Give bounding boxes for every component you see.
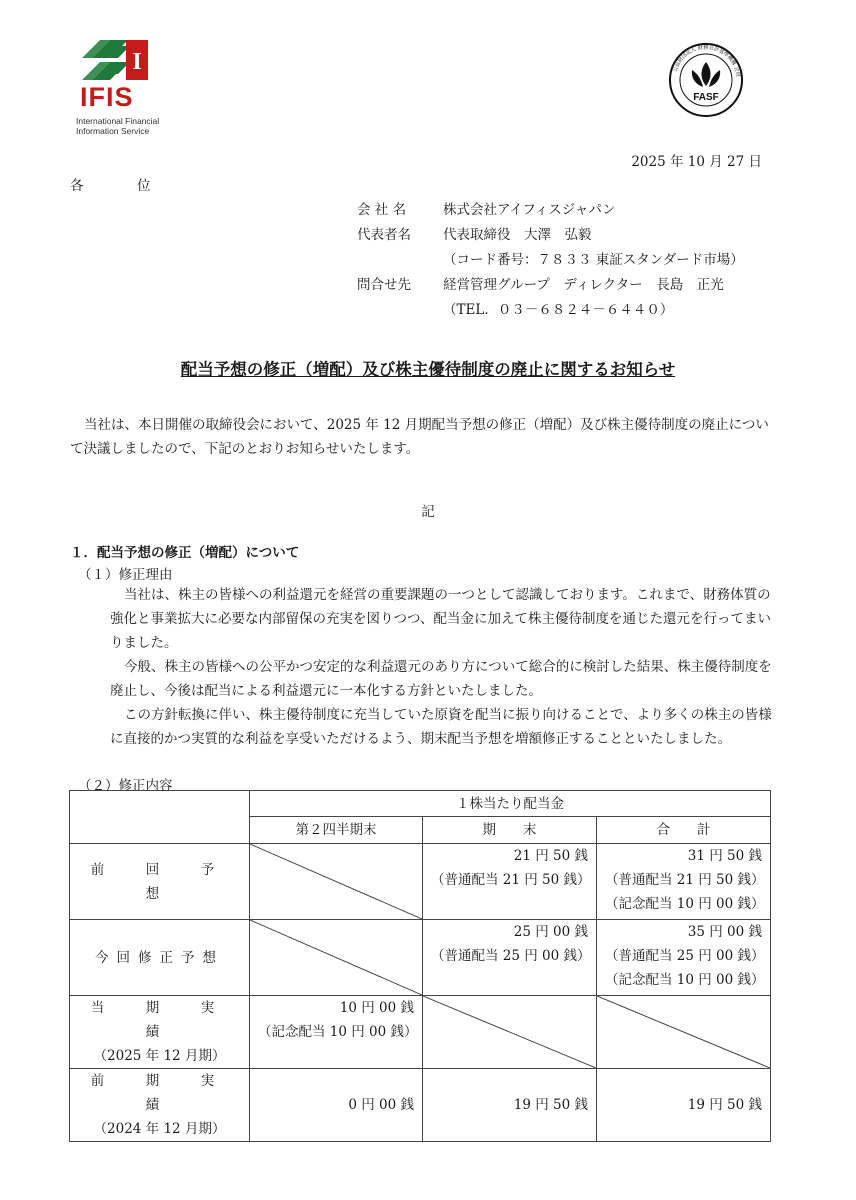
- code-row: [357, 248, 744, 273]
- ifis-mark-icon: [80, 38, 150, 82]
- row-label-cell: [70, 996, 256, 1069]
- year-end-breakdown: （普通配当 25 円 00 銭）: [431, 948, 591, 964]
- row-label-period: （2024 年 12 月期）: [93, 1121, 226, 1137]
- tel-value: （TEL．０３－６８２４－６４４０）: [443, 302, 674, 318]
- col-header-total: 合 計: [597, 817, 771, 844]
- row-label: 当 期 実 績: [90, 1000, 256, 1040]
- svg-text:I: I: [132, 49, 142, 75]
- empty-diagonal-cell: [597, 996, 771, 1069]
- row-label-cell: [70, 1069, 256, 1142]
- reason-paragraph: この方針転換に伴い、株主優待制度に充当していた原資を配当に振り向けることで、より多くの株主の皆様に直接的かつ実質的な利益を享受いただけるよう、期末配当予想を増額修正することといたしました。: [110, 707, 772, 747]
- group-header: １株当たり配当金: [250, 791, 771, 817]
- total-cell: [597, 844, 771, 920]
- total-breakdown: （記念配当 10 円 00 銭）: [605, 896, 765, 912]
- table-row: [70, 920, 771, 996]
- contact-value: 経営管理グループ ディレクター 長島 正光: [443, 277, 724, 293]
- year-end-value: 19 円 50 銭: [513, 1097, 588, 1113]
- table-row: [70, 996, 771, 1069]
- total-value: 35 円 00 銭: [687, 924, 763, 940]
- contact-row: [357, 273, 744, 298]
- company-row: [357, 198, 744, 223]
- ki-marker: 記: [421, 504, 435, 520]
- year-end-breakdown: （普通配当 21 円 50 銭）: [431, 872, 591, 888]
- col-header-year-end: 期 末: [423, 817, 597, 844]
- ifis-name: IFIS: [80, 82, 134, 112]
- total-breakdown: （普通配当 25 円 00 銭）: [605, 948, 765, 964]
- empty-diagonal-cell: [423, 996, 597, 1069]
- document-date: 2025 年 10 月 27 日: [631, 154, 762, 170]
- row-label: 前 回 予 想: [70, 844, 250, 920]
- q2-cell: [250, 996, 423, 1069]
- ifis-subtitle: [76, 116, 186, 136]
- section1-heading: １．配当予想の修正（増配）について: [70, 545, 300, 561]
- header-corner-cell: [70, 791, 250, 844]
- year-end-value: 21 円 50 銭: [513, 848, 588, 864]
- q2-value: 0 円 00 銭: [348, 1097, 414, 1113]
- company-label: 会 社 名: [357, 202, 407, 218]
- fasf-logo: [667, 40, 745, 124]
- table-row: [70, 844, 771, 920]
- addressee: 各 位: [70, 178, 171, 194]
- q2-value: 10 円 00 銭: [339, 1000, 414, 1016]
- intro-paragraph: 当社は、本日開催の取締役会において、2025 年 12 月期配当予想の修正（増配）及び株主優待制度の廃止について決議しましたので、下記のとおりお知らせいたします。: [70, 417, 769, 457]
- total-breakdown: （記念配当 10 円 00 銭）: [605, 972, 765, 988]
- total-value: 31 円 50 銭: [687, 848, 763, 864]
- total-cell: [597, 1069, 771, 1142]
- representative-label: 代表者名: [357, 227, 411, 243]
- empty-diagonal-cell: [250, 844, 423, 920]
- stock-code: （コード番号：７８３３ 東証スタンダード市場）: [443, 252, 744, 268]
- empty-diagonal-cell: [250, 920, 423, 996]
- representative-row: [357, 223, 744, 248]
- company-value: 株式会社アイフィスジャパン: [443, 202, 616, 218]
- representative-value: 代表取締役 大澤 弘毅: [443, 227, 592, 243]
- total-breakdown: （普通配当 21 円 50 銭）: [605, 872, 765, 888]
- year-end-value: 25 円 00 銭: [513, 924, 588, 940]
- company-info: [357, 198, 744, 323]
- subsection2-heading: （２）修正内容: [78, 778, 173, 794]
- year-end-cell: [423, 920, 597, 996]
- reasons-body: [110, 583, 774, 751]
- row-label-period: （2025 年 12 月期）: [93, 1048, 226, 1064]
- table-row: [70, 1069, 771, 1142]
- table-header-row: [70, 791, 771, 817]
- reason-paragraph: 当社は、株主の皆様への利益還元を経営の重要課題の一つとして認識しております。これまで、財務体質の強化と事業拡大に必要な内部留保の充実を図りつつ、配当金に加えて株主優待制度を通じた還元を行ってまいりました。: [110, 587, 771, 651]
- q2-breakdown: （記念配当 10 円 00 銭）: [258, 1024, 418, 1040]
- ifis-subtitle-line1: International Financial: [76, 116, 160, 126]
- total-value: 19 円 50 銭: [687, 1097, 763, 1113]
- fasf-arc-text: 公益財団法人 財務会計基準機構 会員: [672, 44, 741, 78]
- ifis-logo: [76, 38, 176, 138]
- document-title: 配当予想の修正（増配）及び株主優待制度の廃止に関するお知らせ: [180, 360, 676, 379]
- row-label: 今回修正予想: [70, 920, 250, 996]
- subsection1-heading: （１）修正理由: [78, 567, 173, 583]
- row-label: 前 期 実 績: [90, 1073, 256, 1113]
- year-end-cell: [423, 844, 597, 920]
- tel-row: [357, 298, 744, 323]
- fasf-name: FASF: [693, 92, 719, 103]
- fasf-emblem-icon: [667, 40, 745, 120]
- dividend-table: [69, 790, 771, 1142]
- col-header-q2: 第２四半期末: [250, 817, 423, 844]
- year-end-cell: [423, 1069, 597, 1142]
- q2-cell: [250, 1069, 423, 1142]
- ifis-subtitle-line2: Information Service: [76, 126, 150, 136]
- reason-paragraph: 今般、株主の皆様への公平かつ安定的な利益還元のあり方について総合的に検討した結果、株主優待制度を廃止し、今後は配当による利益還元に一本化する方針といたしました。: [110, 659, 772, 699]
- total-cell: [597, 920, 771, 996]
- contact-label: 問合せ先: [357, 277, 411, 293]
